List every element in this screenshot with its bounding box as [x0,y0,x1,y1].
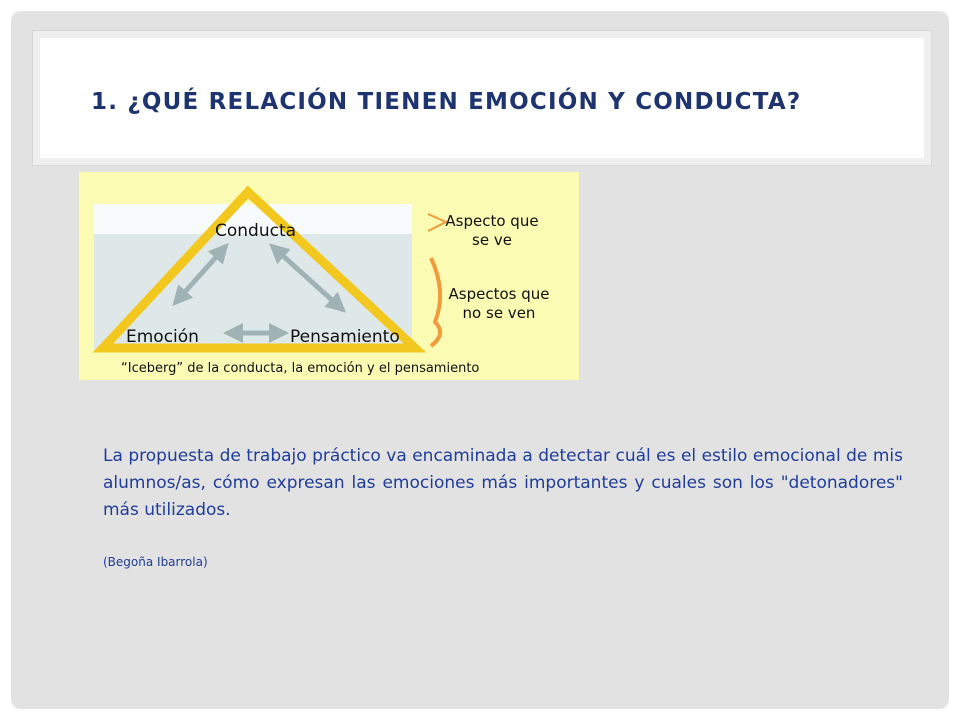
visible-aspect-label-line2: se ve [472,231,512,249]
hidden-aspect-label-line2: no se ven [462,304,536,322]
slide [11,11,949,709]
node-emocion: Emoción [126,327,199,347]
visible-aspect-label-line1: Aspecto que [445,212,539,230]
body-paragraph: La propuesta de trabajo práctico va encaminada a detectar cuál es el estilo emocional de mis alumnos/as, cómo expresan las emociones más importantes y cuales son los "detonadores" más utilizados. [103,446,903,520]
citation: (Begoña Ibarrola) [103,555,208,569]
slide-title: 1. ¿QUÉ RELACIÓN TIENEN EMOCIÓN Y CONDUCTA? [91,89,802,115]
diagram-caption: “Iceberg” de la conducta, la emoción y el pensamiento [121,361,480,376]
hidden-aspect-label-line1: Aspectos que [448,285,550,303]
iceberg-diagram [79,172,579,380]
node-conducta: Conducta [215,221,297,241]
node-pensamiento: Pensamiento [290,327,400,347]
title-box [32,30,932,166]
